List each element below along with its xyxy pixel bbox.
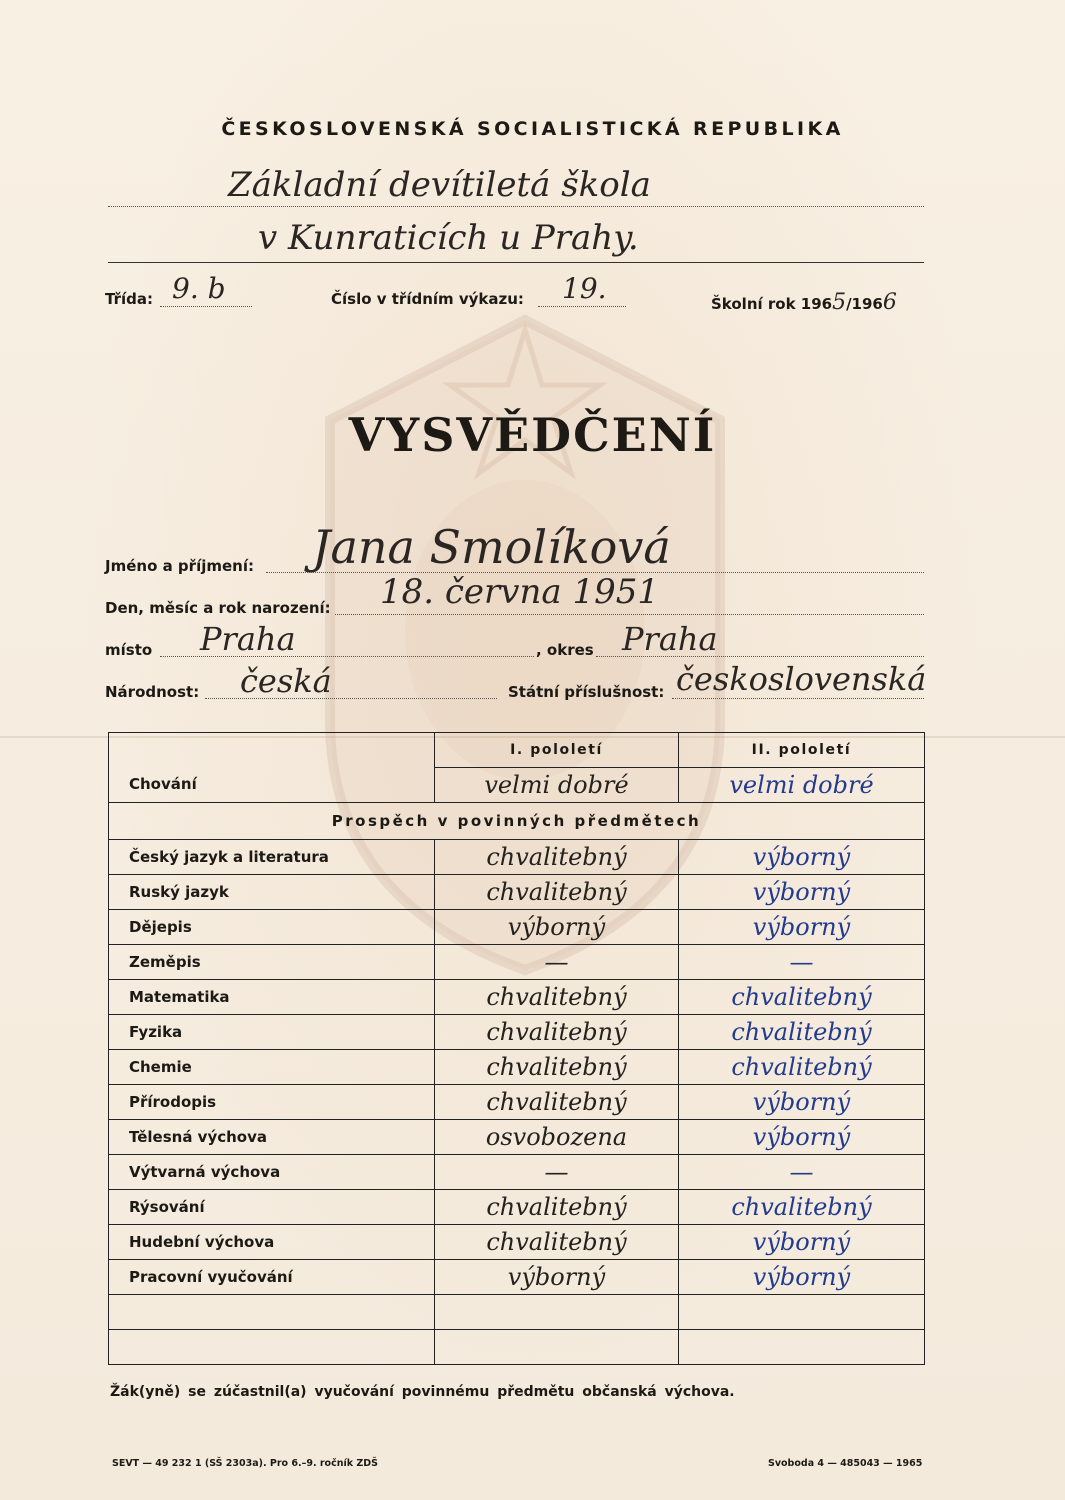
subject-term2-grade — [679, 1294, 925, 1329]
subject-name: Přírodopis — [109, 1084, 435, 1119]
subject-term2-grade: chvalitebný — [679, 1049, 925, 1084]
register-value: 19. — [562, 272, 607, 305]
subject-row — [109, 1154, 925, 1189]
subject-name — [109, 1329, 435, 1364]
subject-row — [109, 909, 925, 944]
register-label: Číslo v třídním výkazu: — [331, 290, 524, 308]
school-year-start: 5 — [832, 290, 847, 315]
subject-term1-grade: — — [435, 944, 679, 979]
subject-term2-grade: výborný — [679, 1084, 925, 1119]
school-year-separator: /196 — [846, 295, 883, 313]
subject-row — [109, 1014, 925, 1049]
grades-table — [108, 732, 925, 1365]
subject-name: Fyzika — [109, 1014, 435, 1049]
subject-term1-grade — [435, 1329, 679, 1364]
subject-term1-grade: chvalitebný — [435, 874, 679, 909]
nationality-rule — [205, 698, 497, 699]
subject-term2-grade: chvalitebný — [679, 1014, 925, 1049]
print-code-right: Svoboda 4 — 485043 — 1965 — [768, 1458, 923, 1469]
nationality-value: česká — [240, 662, 332, 700]
document-title: VYSVĚDČENÍ — [348, 408, 717, 462]
name-value: Jana Smolíková — [312, 520, 671, 574]
subject-term1-grade: chvalitebný — [435, 979, 679, 1014]
school-name-line1: Základní devítiletá škola — [228, 165, 651, 205]
subject-term1-grade: chvalitebný — [435, 1084, 679, 1119]
subject-row — [109, 1259, 925, 1294]
subject-term2-grade: výborný — [679, 874, 925, 909]
subject-term2-grade: — — [679, 1154, 925, 1189]
place-rule — [160, 656, 534, 657]
subject-row — [109, 1119, 925, 1154]
subject-row — [109, 979, 925, 1014]
conduct-term1: velmi dobré — [435, 767, 679, 802]
subject-name — [109, 1294, 435, 1329]
subject-term2-grade: výborný — [679, 1119, 925, 1154]
civics-note: Žák(yně) se zúčastnil(a) vyučování povinnému předmětu občanská výchova. — [110, 1384, 735, 1400]
name-label: Jméno a příjmení: — [105, 557, 254, 575]
birth-rule — [335, 614, 924, 615]
section-title-row — [109, 802, 925, 839]
school-name-line2: v Kunraticích u Prahy. — [258, 218, 639, 258]
subject-name: Matematika — [109, 979, 435, 1014]
subject-term1-grade: chvalitebný — [435, 1224, 679, 1259]
register-rule — [538, 306, 626, 307]
conduct-term2: velmi dobré — [679, 767, 925, 802]
subject-term2-grade — [679, 1329, 925, 1364]
subject-name: Zeměpis — [109, 944, 435, 979]
subject-name: Pracovní vyučování — [109, 1259, 435, 1294]
subject-term1-grade: — — [435, 1154, 679, 1189]
conduct-label: Chování — [109, 767, 435, 802]
class-label: Třída: — [105, 290, 153, 308]
section-title: Prospěch v povinných předmětech — [109, 802, 925, 839]
term2-header: II. pololetí — [679, 733, 925, 768]
subject-term2-grade: výborný — [679, 909, 925, 944]
subject-row — [109, 1084, 925, 1119]
subject-name: Ruský jazyk — [109, 874, 435, 909]
subject-row — [109, 1294, 925, 1329]
school-year-label — [711, 290, 897, 315]
citizenship-value: československá — [676, 660, 927, 698]
republic-heading: ČESKOSLOVENSKÁ SOCIALISTICKÁ REPUBLIKA — [221, 118, 844, 140]
subject-name: Dějepis — [109, 909, 435, 944]
school-line1-rule — [108, 206, 924, 207]
subject-term1-grade: chvalitebný — [435, 839, 679, 874]
subject-term1-grade: výborný — [435, 909, 679, 944]
nationality-label: Národnost: — [105, 683, 200, 701]
school-line2-rule — [108, 262, 924, 263]
school-year-prefix: Školní rok 196 — [711, 295, 833, 313]
print-code-left: SEVT — 49 232 1 (SŠ 2303a). Pro 6.–9. ročník ZDŠ — [112, 1458, 378, 1469]
subject-term2-grade: výborný — [679, 1224, 925, 1259]
conduct-row — [109, 767, 925, 802]
class-rule — [160, 306, 252, 307]
citizenship-label: Státní příslušnost: — [508, 683, 665, 701]
term-header-row — [109, 733, 925, 768]
place-label: místo — [105, 641, 153, 659]
subject-row — [109, 1329, 925, 1364]
subject-row — [109, 944, 925, 979]
subject-row — [109, 839, 925, 874]
citizenship-rule — [672, 698, 924, 699]
subject-row — [109, 1049, 925, 1084]
subject-name: Český jazyk a literatura — [109, 839, 435, 874]
subject-term1-grade: chvalitebný — [435, 1014, 679, 1049]
district-value: Praha — [622, 620, 718, 658]
subject-term2-grade: — — [679, 944, 925, 979]
subject-term1-grade: osvobozena — [435, 1119, 679, 1154]
subject-term2-grade: výborný — [679, 839, 925, 874]
place-value: Praha — [200, 620, 296, 658]
subject-row — [109, 1189, 925, 1224]
subject-term1-grade: chvalitebný — [435, 1049, 679, 1084]
subject-term2-grade: výborný — [679, 1259, 925, 1294]
subject-term1-grade: výborný — [435, 1259, 679, 1294]
district-label: , okres — [536, 641, 594, 659]
school-year-end: 6 — [882, 290, 897, 315]
subject-row — [109, 1224, 925, 1259]
subject-name: Chemie — [109, 1049, 435, 1084]
subject-term2-grade: chvalitebný — [679, 1189, 925, 1224]
blank-header-cell — [109, 733, 435, 768]
subject-term1-grade: chvalitebný — [435, 1189, 679, 1224]
subject-term2-grade: chvalitebný — [679, 979, 925, 1014]
subject-term1-grade — [435, 1294, 679, 1329]
subject-row — [109, 874, 925, 909]
subject-name: Tělesná výchova — [109, 1119, 435, 1154]
term1-header: I. pololetí — [435, 733, 679, 768]
subject-name: Výtvarná výchova — [109, 1154, 435, 1189]
subject-name: Hudební výchova — [109, 1224, 435, 1259]
class-value: 9. b — [172, 272, 226, 305]
birth-label: Den, měsíc a rok narození: — [105, 599, 331, 617]
birth-value: 18. června 1951 — [380, 572, 660, 612]
subject-name: Rýsování — [109, 1189, 435, 1224]
district-rule — [596, 656, 924, 657]
